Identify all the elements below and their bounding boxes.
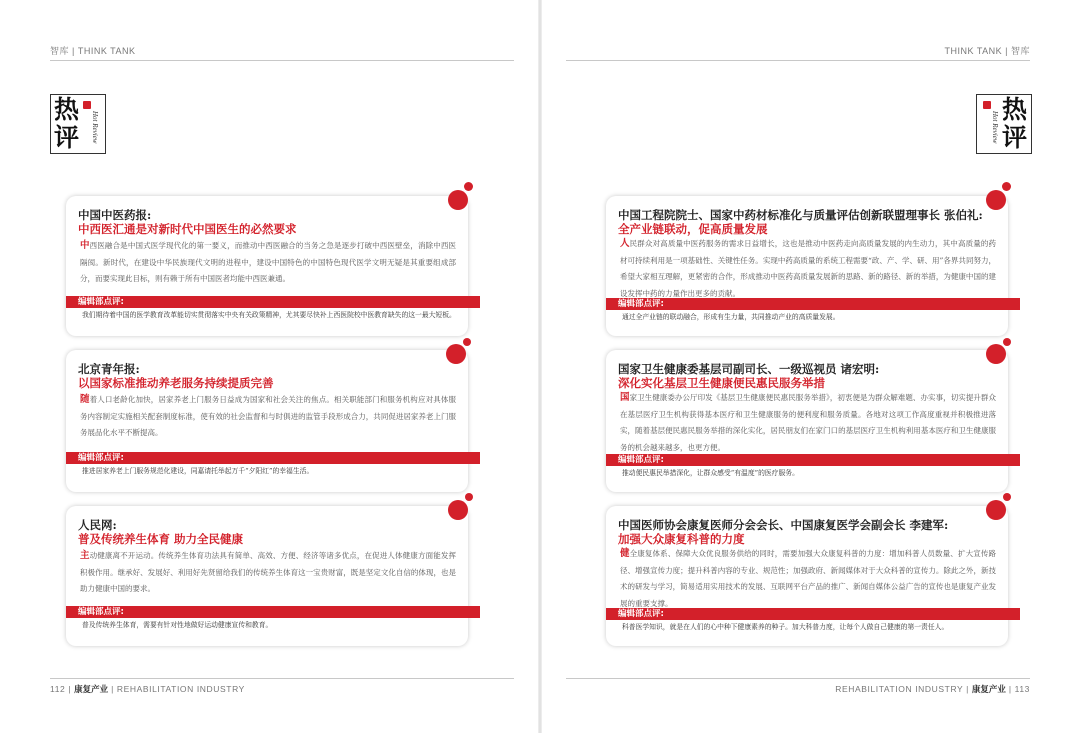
- card-source: 中国工程院院士、国家中药材标准化与质量评估创新联盟理事长 张伯礼:: [618, 208, 983, 222]
- card-heading: [78, 518, 458, 547]
- editor-comment: 普及传统养生体育，需要有针对性地做好运动健康宣传和教育。: [82, 621, 273, 629]
- drop-cap: 人: [620, 238, 630, 249]
- card-title: 全产业链联动，促高质量发展: [618, 222, 768, 237]
- comment-bar: [66, 296, 480, 308]
- bubble-decoration: [986, 336, 1014, 366]
- card-heading: [78, 208, 458, 237]
- bubble-decoration: [986, 182, 1014, 212]
- logo-char-1: 热: [54, 95, 80, 124]
- card-body: [620, 236, 996, 302]
- card-heading: [618, 518, 998, 547]
- card-heading: [618, 208, 998, 237]
- drop-cap: 中: [80, 240, 90, 251]
- card-body-text: 动健康离不开运动。传统养生体育功法具有简单、高效、方便、经济等诸多优点，在促进人体健康方面能发挥积极作用。继承好、发展好、利用好先贤留给我们的传统养生体育这一宝贵财富，既是坚定文化自信的体现，也是助力健康中国的要求。: [80, 551, 456, 593]
- comment-bar: [66, 452, 480, 464]
- editor-comment: 推进居家养老上门服务规范化建设，同嘉请托举起万千“夕阳红”的幸福生活。: [82, 467, 314, 475]
- editor-comment: 科普医学知识，就是在人们的心中种下健康素养的种子。加大科普力度，让每个人做自己健康的第一责任人。: [622, 623, 949, 631]
- comment-label: 编辑部点评:: [78, 453, 124, 463]
- card-source: 中国中医药报:: [78, 208, 152, 222]
- drop-cap: 随: [80, 394, 90, 405]
- header-rule-right: [566, 60, 1030, 61]
- card-title: 深化实化基层卫生健康便民惠民服务举措: [618, 376, 825, 391]
- logo-red-square: [983, 101, 991, 109]
- card-source: 国家卫生健康委基层司副司长、一级巡视员 诸宏明:: [618, 362, 880, 376]
- footer-rule-left: [50, 678, 514, 679]
- card-source: 北京青年报:: [78, 362, 140, 376]
- card-body-text: 民群众对高质量中医药服务的需求日益增长，这也是推动中医药走向高质量发展的内生动力，其中高质量的药材可持续利用是一项基础性、关键性任务。实现中药高质量的系统工程需要“政、产、学、研、用”各界共同努力，希望大家相互理解，更紧密的合作，形成推动中医药高质量发展新的思路、新的路径、新的举措，为健康中国的建设发挥中药的力量作出更多的贡献。: [620, 239, 996, 298]
- editor-comment: 推动便民惠民举措深化，让群众感受“有温度”的医疗服务。: [622, 469, 799, 477]
- comment-bar: [66, 606, 480, 618]
- footer-section-en-left: REHABILITATION INDUSTRY: [116, 684, 245, 694]
- card-title: 普及传统养生体育 助力全民健康: [78, 532, 244, 547]
- logo-char-2: 评: [54, 123, 80, 152]
- logo-english: Hot Review: [991, 111, 999, 144]
- footer-right: REHABILITATION INDUSTRY | 康复产业 | 113: [835, 684, 1030, 694]
- comment-label: 编辑部点评:: [618, 299, 664, 309]
- comment-label: 编辑部点评:: [78, 297, 124, 307]
- drop-cap: 国: [620, 392, 630, 403]
- logo-english: Hot Review: [91, 111, 99, 144]
- editor-comment: 通过全产业链的联动融合，形成有生力量，共同推动产业的高质量发展。: [622, 313, 840, 321]
- logo-char-2: 评: [1002, 123, 1028, 152]
- bubble-decoration: [448, 492, 476, 522]
- card-source: 中国医师协会康复医师分会会长、中国康复医学会副会长 李建军:: [618, 518, 949, 532]
- card-heading: [618, 362, 998, 391]
- page-number-left: 112: [50, 684, 66, 694]
- page-spine: [538, 0, 542, 733]
- page-number-right: 113: [1014, 684, 1030, 694]
- review-card-1: [66, 196, 468, 336]
- editor-comment: 我们期待着中国的医学教育改革能切实贯彻落实中央有关政策精神，尤其要尽快补上西医院校中医教育缺失的这一最大短板。: [82, 311, 456, 319]
- comment-label: 编辑部点评:: [78, 607, 124, 617]
- header-right: THINK TANK | 智库: [944, 46, 1030, 56]
- review-card-4: [606, 196, 1008, 336]
- review-card-6: [606, 506, 1008, 646]
- card-body-text: 着人口老龄化加快，居家养老上门服务日益成为国家和社会关注的焦点。相关职能部门和服务机构应对具体服务内容制定实施相关配套制度标准，使有效的社会监督和与时俱进的监管手段形成合力，共同促进居家养老上门服务展品化水平不断提高。: [80, 395, 456, 437]
- card-body: [620, 390, 996, 456]
- card-source: 人民网:: [78, 518, 117, 532]
- card-body: [80, 238, 456, 288]
- card-body: [80, 392, 456, 442]
- hot-review-logo-left: [50, 94, 106, 154]
- review-card-5: [606, 350, 1008, 492]
- card-title: 加强大众康复科普的力度: [618, 532, 745, 547]
- footer-rule-right: [566, 678, 1030, 679]
- card-body: [80, 548, 456, 598]
- logo-char-1: 热: [1002, 95, 1028, 124]
- comment-bar: [606, 298, 1020, 310]
- footer-section-left: 康复产业: [74, 684, 109, 694]
- comment-bar: [606, 454, 1020, 466]
- review-card-3: [66, 506, 468, 646]
- card-heading: [78, 362, 458, 391]
- bubble-decoration: [446, 336, 474, 366]
- comment-label: 编辑部点评:: [618, 609, 664, 619]
- review-card-2: [66, 350, 468, 492]
- bubble-decoration: [448, 182, 476, 212]
- header-left: 智库 | THINK TANK: [50, 46, 136, 56]
- hot-review-logo-right: [976, 94, 1032, 154]
- footer-left: 112 | 康复产业 | REHABILITATION INDUSTRY: [50, 684, 245, 694]
- comment-bar: [606, 608, 1020, 620]
- card-body-text: 全康复体系、保障大众优良服务供给的同时，需要加强大众康复科普的力度：增加科普人员数量、扩大宣传路径、增强宣传力度；提升科普内容的专业、规范性；加强政府、新闻媒体对于大众科普的宣传力。除此之外，新技术的研发与学习，简易适用实用技术的发展、互联网平台产品的推广、新闻自媒体公益广告的宣传也是康复产业发展的重要支撑。: [620, 549, 996, 608]
- drop-cap: 主: [80, 550, 90, 561]
- drop-cap: 健: [620, 548, 630, 559]
- comment-label: 编辑部点评:: [618, 455, 664, 465]
- card-body: [620, 546, 996, 612]
- logo-red-square: [83, 101, 91, 109]
- bubble-decoration: [986, 492, 1014, 522]
- footer-section-right: 康复产业: [971, 684, 1006, 694]
- card-body-text: 家卫生健康委办公厅印发《基层卫生健康便民惠民服务举措》，初衷便是为群众解难题、办实事，切实提升群众在基层医疗卫生机构获得基本医疗和卫生健康服务的便利度和服务质量。各地对这项工作高度重视并积极推进落实，随着基层便民惠民服务举措的深化实化，居民朋友们在家门口的基层医疗卫生机构利用基本医疗和卫生健康服务的机会越来越多，也更方便。: [620, 393, 996, 452]
- card-body-text: 西医融合是中国式医学现代化的第一要义，而推动中西医融合的当务之急是逐步打破中西医壁垒，消除中西医隔阂。新时代，在建设中华民族现代文明的进程中，建设中国特色的中国特色现代医学文明无疑是其重要组成部分，而要实现此目标，则有赖于所有中国医者均能中西医兼通。: [80, 241, 456, 283]
- footer-section-en-right: REHABILITATION INDUSTRY: [835, 684, 964, 694]
- card-title: 中西医汇通是对新时代中国医生的必然要求: [78, 222, 297, 237]
- header-rule-left: [50, 60, 514, 61]
- card-title: 以国家标准推动养老服务持续提质完善: [78, 376, 274, 391]
